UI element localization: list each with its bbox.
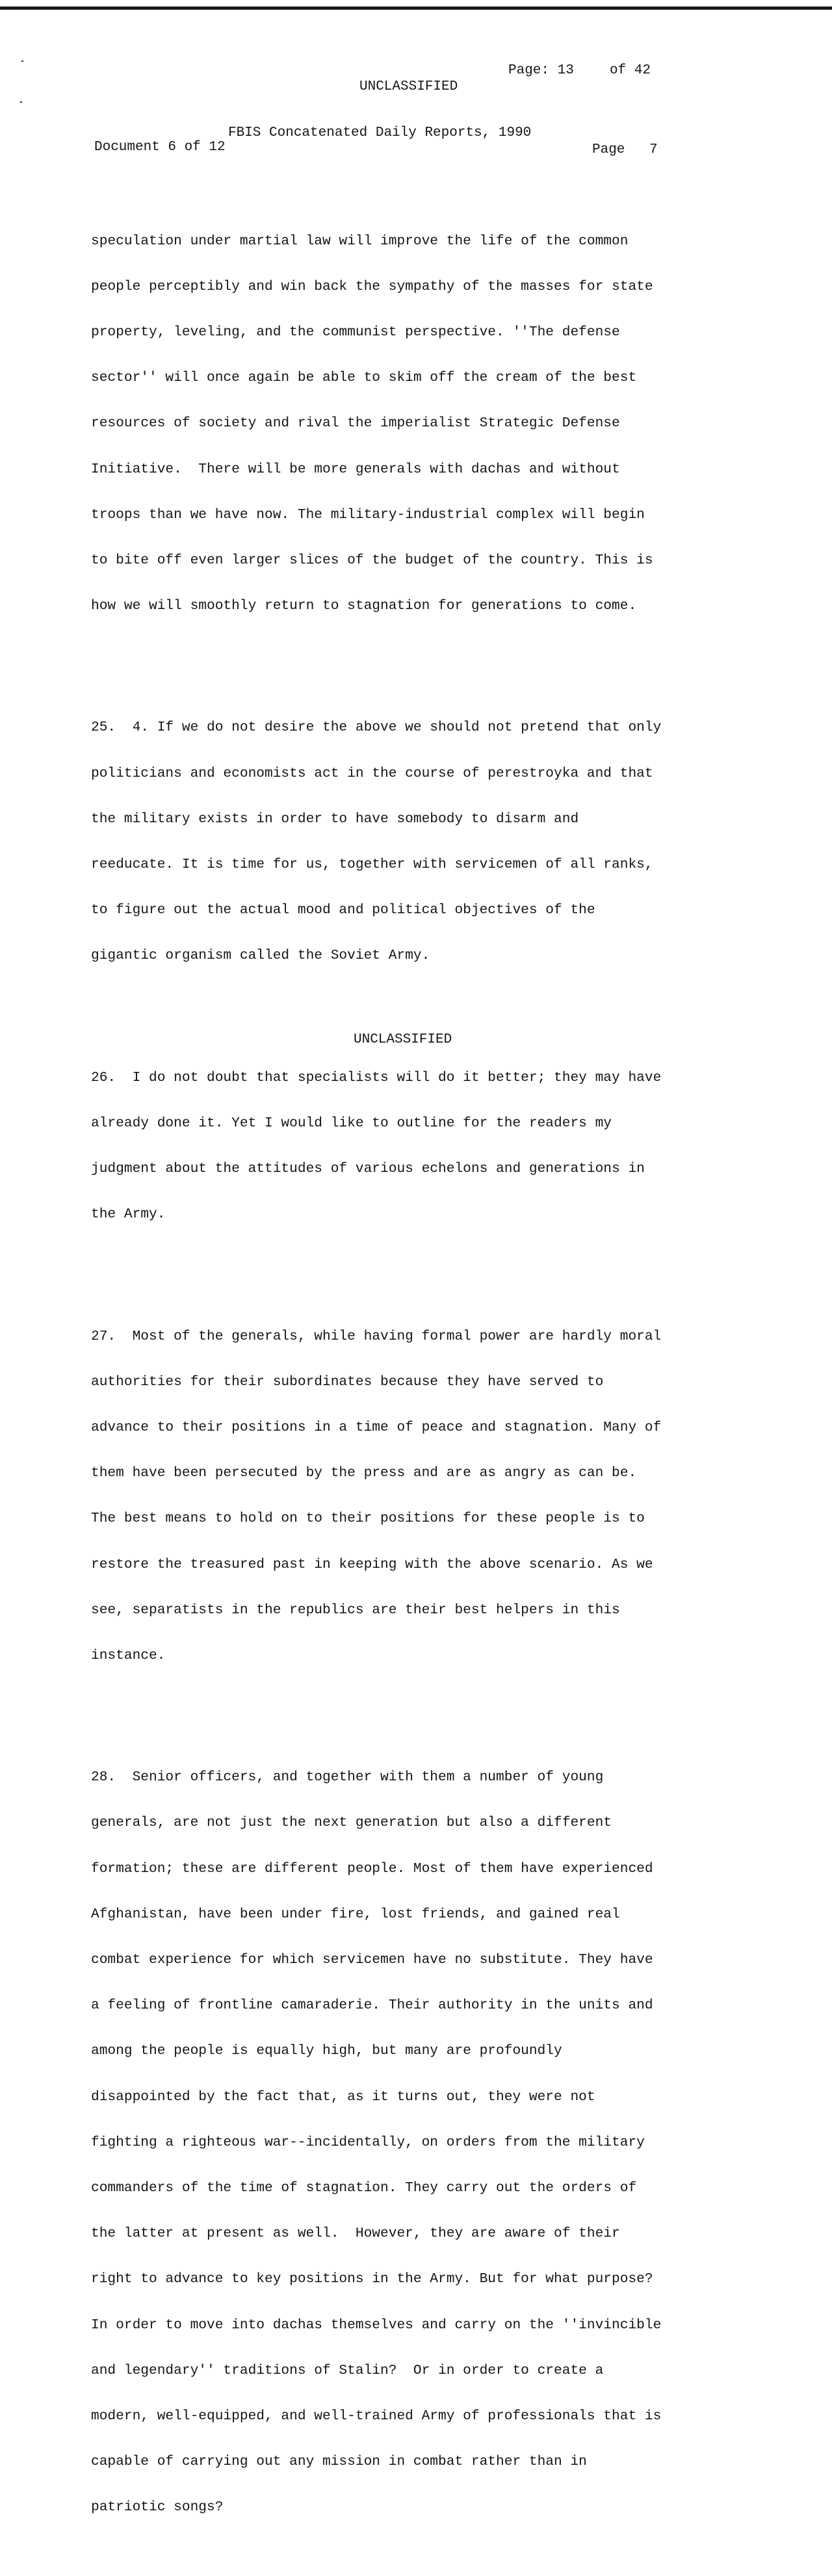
text-line: troops than we have now. The military-industrial complex will begin (91, 506, 645, 523)
text-line: restore the treasured past in keeping with the above scenario. As we (91, 1556, 653, 1572)
page-number: 7 (649, 142, 658, 157)
text-line: Initiative. There will be more generals with dachas and without (91, 461, 620, 477)
text-line: generals, are not just the next generation but also a different (91, 1815, 612, 1831)
text-line: 27. Most of the generals, while having formal power are hardly moral (91, 1328, 662, 1344)
text-line: politicians and economists act in the course of perestroyka and that (91, 765, 653, 781)
text-line: judgment about the attitudes of various echelons and generations in (91, 1161, 645, 1177)
text-line: Afghanistan, have been under fire, lost friends, and gained real (91, 1906, 620, 1922)
text-line: them have been persecuted by the press and are as angry as can be. (91, 1465, 637, 1481)
paragraph-26 (91, 1040, 676, 1253)
text-line: 26. I do not doubt that specialists will do it better; they may have (91, 1069, 662, 1086)
text-line: to figure out the actual mood and political objectives of the (91, 902, 595, 918)
text-line: people perceptibly and win back the sympathy of the masses for state (91, 278, 653, 294)
text-line: reeducate. It is time for us, together with servicemen of all ranks, (91, 857, 653, 873)
report-title: FBIS Concatenated Daily Reports, 1990 (228, 125, 532, 140)
text-line: property, leveling, and the communist perspective. ''The defense (91, 324, 620, 341)
paragraph-25 (91, 690, 676, 995)
text-line: the latter at present as well. However, they are aware of their (91, 2226, 620, 2242)
text-line: the military exists in order to have somebody to disarm and (91, 811, 579, 827)
text-line: gigantic organism called the Soviet Army. (91, 948, 430, 964)
text-line: 25. 4. If we do not desire the above we should not pretend that only (91, 720, 662, 736)
paragraph (91, 203, 676, 645)
text-line: to bite off even larger slices of the budget of the country. This is (91, 553, 653, 569)
text-line: The best means to hold on to their positions for these people is to (91, 1511, 645, 1527)
text-line: patriotic songs? (91, 2499, 224, 2516)
margin-speck (21, 60, 23, 62)
text-line: commanders of the time of stagnation. They carry out the orders of (91, 2180, 637, 2196)
text-line: and legendary'' traditions of Stalin? Or in order to create a (91, 2362, 604, 2378)
text-line: sector'' will once again be able to skim off the cream of the best (91, 370, 637, 386)
text-line: the Army. (91, 1206, 166, 1223)
page-word: Page (592, 142, 625, 157)
page-counter: Page: 13 (508, 63, 574, 78)
document-label: Document 6 of 12 (94, 140, 226, 155)
text-line: resources of society and rival the imperialist Strategic Defense (91, 415, 620, 432)
text-line: modern, well-equipped, and well-trained Army of professionals that is (91, 2408, 662, 2425)
margin-speck (20, 101, 22, 103)
text-line: a feeling of frontline camaraderie. Their authority in the units and (91, 1997, 653, 2014)
text-line: capable of carrying out any mission in combat rather than in (91, 2454, 587, 2470)
page-total: of 42 (610, 63, 651, 78)
text-line: 28. Senior officers, and together with them a number of young (91, 1769, 604, 1786)
text-line: instance. (91, 1647, 166, 1663)
paragraph-28 (91, 1739, 676, 2545)
text-line: authorities for their subordinates because they have served to (91, 1373, 604, 1390)
report-body (91, 173, 676, 2576)
paragraph-27 (91, 1299, 676, 1694)
text-line: right to advance to key positions in the Army. But for what purpose? (91, 2271, 653, 2287)
text-line: formation; these are different people. Most of them have experienced (91, 1860, 653, 1877)
classification-top: UNCLASSIFIED (359, 79, 458, 94)
text-line: among the people is equally high, but many are profoundly (91, 2043, 562, 2059)
text-line: see, separatists in the republics are their best helpers in this (91, 1602, 620, 1618)
text-line: speculation under martial law will improve the life of the common (91, 233, 629, 249)
top-border-rule (0, 7, 832, 10)
text-line: already done it. Yet I would like to outline for the readers my (91, 1115, 612, 1131)
text-line: disappointed by the fact that, as it turns out, they were not (91, 2088, 595, 2105)
classification-bottom: UNCLASSIFIED (354, 1032, 452, 1047)
text-line: combat experience for which servicemen have no substitute. They have (91, 1951, 653, 1968)
text-line: In order to move into dachas themselves and carry on the ''invincible (91, 2317, 662, 2333)
text-line: fighting a righteous war--incidentally, on orders from the military (91, 2134, 645, 2150)
text-line: advance to their positions in a time of peace and stagnation. Many of (91, 1419, 662, 1435)
text-line: how we will smoothly return to stagnation for generations to come. (91, 598, 637, 614)
